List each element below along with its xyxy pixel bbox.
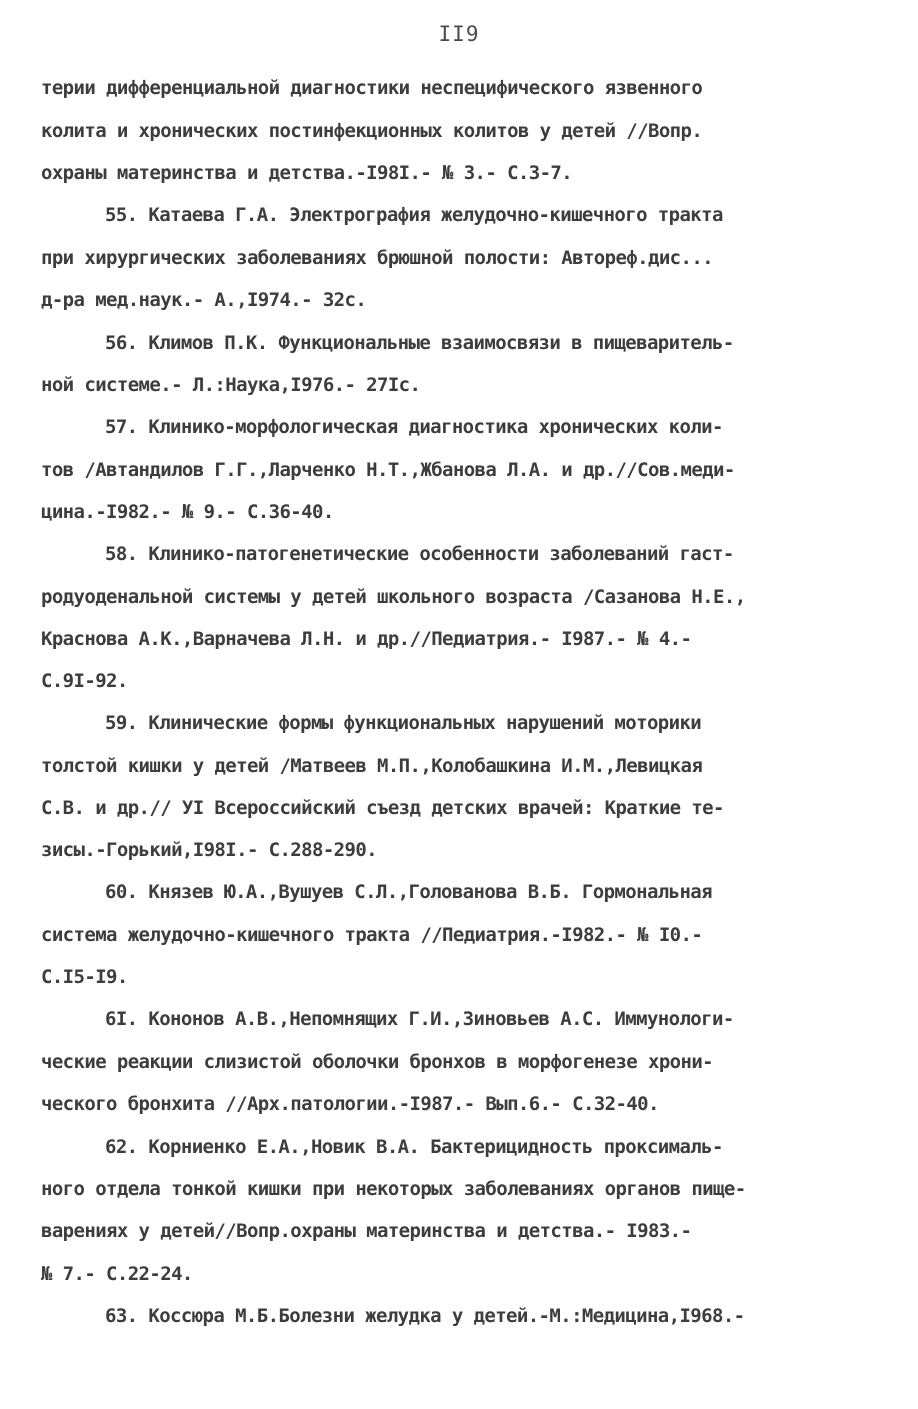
text-line: ческие реакции слизистой оболочки бронхов в морфогенезе хрони- — [41, 1051, 714, 1073]
text-line: № 7.- С.22-24. — [41, 1263, 193, 1285]
page-number: II9 — [438, 22, 480, 46]
text-line: система желудочно-кишечного тракта //Педиатрия.-I982.- № I0.- — [41, 924, 703, 946]
text-line: при хирургических заболеваниях брюшной полости: Автореф.дис... — [41, 247, 714, 269]
text-line: 58. Клинико-патогенетические особенности заболеваний гаст- — [105, 543, 734, 565]
text-line: 62. Корниенко Е.А.,Новик В.А. Бактерицидность проксималь- — [105, 1136, 723, 1158]
text-line: С.В. и др.// УI Всероссийский съезд детских врачей: Краткие те- — [41, 797, 724, 819]
text-line: 63. Коссюра М.Б.Болезни желудка у детей.-М.:Медицина,I968.- — [105, 1305, 745, 1327]
text-line: терии дифференциальной диагностики неспецифического язвенного — [41, 77, 703, 99]
text-line: толстой кишки у детей /Матвеев М.П.,Колобашкина И.М.,Левицкая — [41, 755, 703, 777]
text-line: д-ра мед.наук.- А.,I974.- 32с. — [41, 289, 367, 311]
text-line: С.I5-I9. — [41, 966, 128, 988]
text-line: варениях у детей//Вопр.охраны материнства и детства.- I983.- — [41, 1220, 692, 1242]
text-line: 55. Катаева Г.А. Электрография желудочно-кишечного тракта — [105, 204, 723, 226]
text-line: родуоденальной системы у детей школьного возраста /Сазанова Н.Е., — [41, 586, 746, 608]
text-line: 59. Клинические формы функциональных нарушений моторики — [105, 712, 702, 734]
text-line: 57. Клинико-морфологическая диагностика хронических коли- — [105, 416, 723, 438]
text-line: С.9I-92. — [41, 670, 128, 692]
text-line: зисы.-Горький,I98I.- С.288-290. — [41, 839, 378, 861]
text-line: Краснова А.К.,Варначева Л.Н. и др.//Педиатрия.- I987.- № 4.- — [41, 628, 692, 650]
text-line: цина.-I982.- № 9.- С.36-40. — [41, 501, 334, 523]
text-line: 6I. Кононов А.В.,Непомнящих Г.И.,Зиновьев А.С. Иммунологи- — [105, 1008, 734, 1030]
text-line: охраны материнства и детства.-I98I.- № 3.- С.3-7. — [41, 162, 573, 184]
text-line: тов /Автандилов Г.Г.,Ларченко Н.Т.,Жбанова Л.А. и др.//Сов.меди- — [41, 459, 735, 481]
text-line: ного отдела тонкой кишки при некоторых заболеваниях органов пище- — [41, 1178, 746, 1200]
text-line: 56. Климов П.К. Функциональные взаимосвязи в пищеваритель- — [105, 332, 734, 354]
text-line: ной системе.- Л.:Наука,I976.- 27Iс. — [41, 374, 421, 396]
text-line: 60. Князев Ю.А.,Вушуев С.Л.,Голованова В.Б. Гормональная — [105, 881, 712, 903]
text-line: ческого бронхита //Арх.патологии.-I987.- Вып.6.- С.32-40. — [41, 1093, 659, 1115]
text-line: колита и хронических постинфекционных колитов у детей //Вопр. — [41, 120, 703, 142]
